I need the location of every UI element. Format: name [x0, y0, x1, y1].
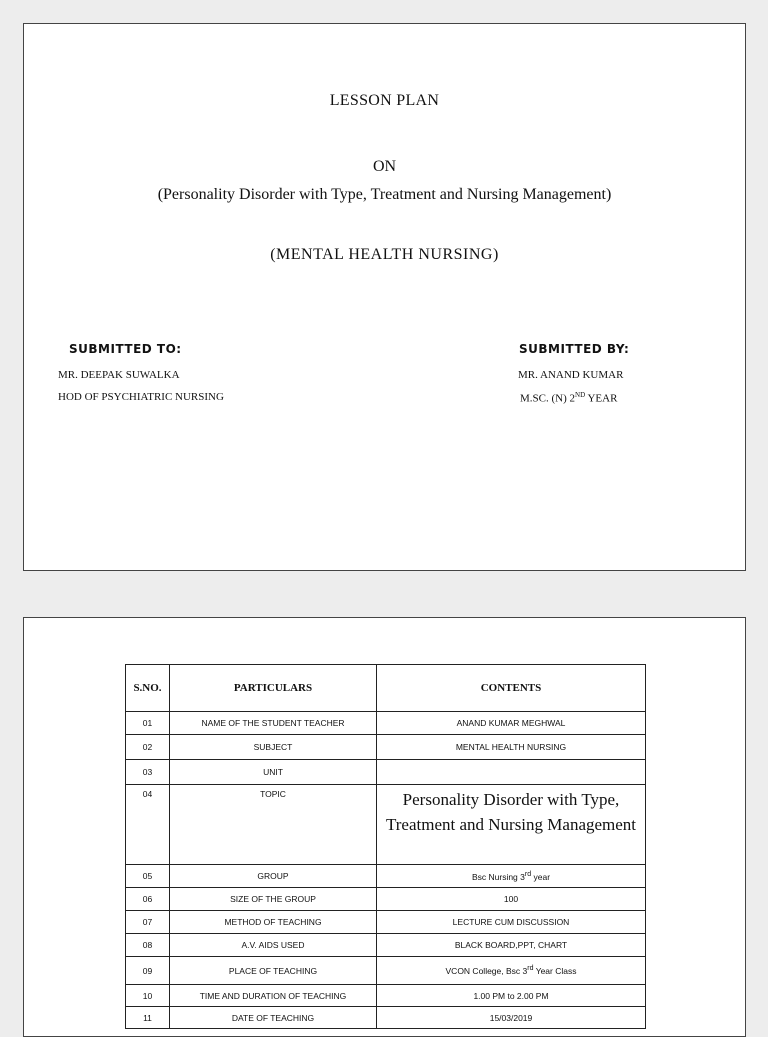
content-cell: 15/03/2019 [377, 1007, 646, 1029]
details-page [23, 617, 746, 1037]
content-cell [377, 760, 646, 785]
document-title: LESSON PLAN [329, 92, 440, 109]
subject-title: (MENTAL HEALTH NURSING) [270, 246, 499, 263]
particular-cell: SUBJECT [170, 735, 377, 760]
particular-cell: DATE OF TEACHING [170, 1007, 377, 1029]
particular-cell: METHOD OF TEACHING [170, 911, 377, 934]
cover-page [23, 23, 746, 571]
topic-title: (Personality Disorder with Type, Treatment and Nursing Management) [157, 186, 612, 203]
submitted-to-name: MR. DEEPAK SUWALKA [58, 369, 180, 381]
particular-cell: TIME AND DURATION OF TEACHING [170, 985, 377, 1007]
table-row [126, 785, 646, 865]
sno-cell: 06 [126, 888, 170, 911]
table-header-row [126, 665, 646, 712]
table-row [126, 760, 646, 785]
header-contents: CONTENTS [377, 665, 646, 712]
particular-cell: A.V. AIDS USED [170, 934, 377, 957]
role-suffix: YEAR [585, 392, 618, 405]
submitted-by-name: MR. ANAND KUMAR [518, 369, 624, 381]
sno-cell: 08 [126, 934, 170, 957]
submitted-by-label: SUBMITTED BY: [519, 342, 630, 356]
lesson-details-table [125, 664, 646, 1029]
table-row [126, 934, 646, 957]
sno-cell: 11 [126, 1007, 170, 1029]
sno-cell: 01 [126, 712, 170, 735]
particular-cell: NAME OF THE STUDENT TEACHER [170, 712, 377, 735]
content-suffix: Year Class [533, 965, 577, 976]
content-cell: 1.00 PM to 2.00 PM [377, 985, 646, 1007]
content-cell: MENTAL HEALTH NURSING [377, 735, 646, 760]
submitted-to-role: HOD OF PSYCHIATRIC NURSING [58, 391, 224, 403]
role-prefix: M.SC. (N) 2 [520, 392, 576, 405]
particular-cell: SIZE OF THE GROUP [170, 888, 377, 911]
table-row [126, 957, 646, 985]
header-particulars: PARTICULARS [170, 665, 377, 712]
header-sno: S.NO. [126, 665, 170, 712]
content-cell: BLACK BOARD,PPT, CHART [377, 934, 646, 957]
content-suffix: year [531, 871, 551, 882]
content-cell: 100 [377, 888, 646, 911]
sno-cell: 03 [126, 760, 170, 785]
particular-cell: TOPIC [170, 785, 377, 865]
table-row [126, 985, 646, 1007]
content-cell: Personality Disorder with Type, Treatment and Nursing Management [377, 785, 646, 865]
particular-cell: GROUP [170, 865, 377, 888]
particular-cell: UNIT [170, 760, 377, 785]
table-row [126, 712, 646, 735]
table-row [126, 735, 646, 760]
sno-cell: 02 [126, 735, 170, 760]
content-sup: rd [527, 965, 534, 973]
content-prefix: VCON College, Bsc 3 [445, 965, 528, 976]
sno-cell: 09 [126, 957, 170, 985]
submitted-by-role [520, 391, 617, 405]
on-label: ON [372, 158, 397, 175]
submitted-to-label: SUBMITTED TO: [69, 342, 182, 356]
table-row [126, 1007, 646, 1029]
particular-cell: PLACE OF TEACHING [170, 957, 377, 985]
content-cell [377, 865, 646, 888]
table-row [126, 865, 646, 888]
content-sup: rd [524, 870, 532, 878]
sno-cell: 04 [126, 785, 170, 865]
content-prefix: Bsc Nursing 3 [471, 871, 525, 882]
content-cell: ANAND KUMAR MEGHWAL [377, 712, 646, 735]
sno-cell: 10 [126, 985, 170, 1007]
sno-cell: 07 [126, 911, 170, 934]
role-sup: ND [575, 391, 586, 399]
content-cell: LECTURE CUM DISCUSSION [377, 911, 646, 934]
table-row [126, 888, 646, 911]
table-row [126, 911, 646, 934]
content-cell [377, 957, 646, 985]
sno-cell: 05 [126, 865, 170, 888]
